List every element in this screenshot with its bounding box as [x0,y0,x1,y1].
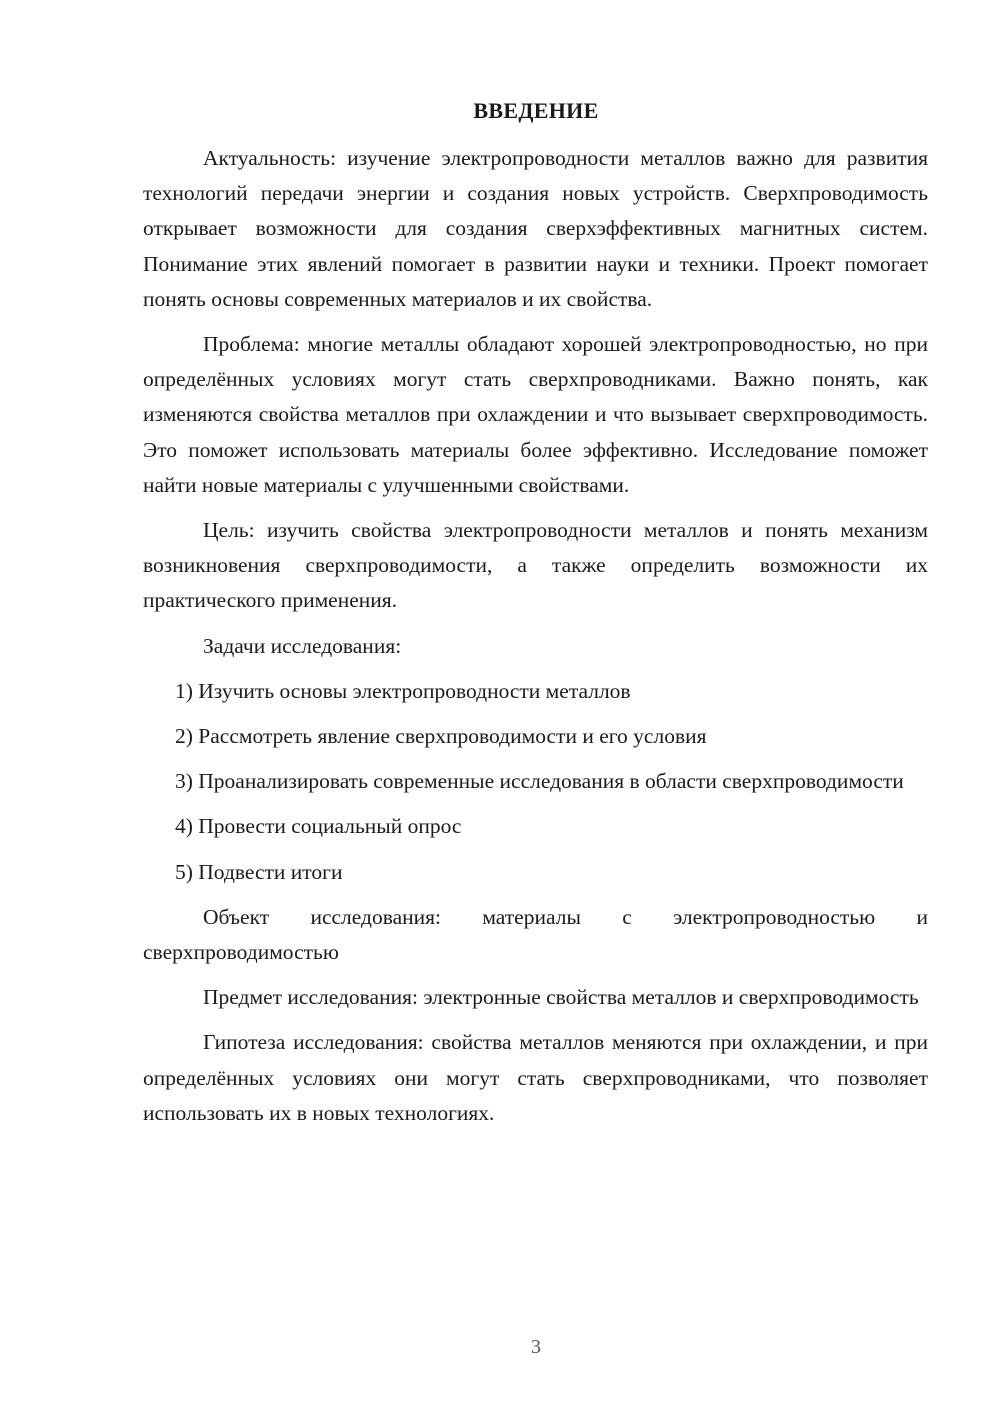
task-item-2: 2) Рассмотреть явление сверхпроводимости и его условия [175,724,707,749]
section-title: ВВЕДЕНИЕ [473,98,599,123]
goal-paragraph: Цель: изучить свойства электропроводности металлов и понять механизм возникновения сверхпроводимости, а также определить возможности их практического применения. [143,518,928,613]
relevance-paragraph: Актуальность: изучение электропроводности металлов важно для развития технологий передачи энергии и создания новых устройств. Сверхпроводимость открывает возможности для создания сверхэффективных магнитных систем. Понимание этих явлений помогает в развитии науки и техники. Проект помогает понять основы современных материалов и их свойства. [143,146,928,311]
task-item-5: 5) Подвести итоги [175,859,343,884]
subject-paragraph: Предмет исследования: электронные свойства металлов и сверхпроводимость [203,985,919,1010]
problem-paragraph: Проблема: многие металлы обладают хорошей электропроводностью, но при определённых условиях могут стать сверхпроводниками. Важно понять, как изменяются свойства металлов при охлаждении и что вызывает сверхпроводимость. Это поможет использовать материалы более эффективно. Исследование поможет найти новые материалы с улучшенными свойствами. [143,332,928,497]
task-item-4: 4) Провести социальный опрос [175,814,462,839]
object-paragraph: Объект исследования: материалы с электропроводностью и сверхпроводимостью [143,904,928,965]
tasks-heading: Задачи исследования: [203,633,402,658]
document-body [143,141,928,1141]
task-item-1: 1) Изучить основы электропроводности металлов [175,678,631,703]
task-item-3: 3) Проанализировать современные исследования в области сверхпроводимости [175,769,904,794]
hypothesis-paragraph: Гипотеза исследования: свойства металлов меняются при охлаждении, и при определённых условиях они могут стать сверхпроводниками, что позволяет использовать их в новых технологиях. [143,1030,928,1125]
page-number: 3 [531,1336,541,1358]
